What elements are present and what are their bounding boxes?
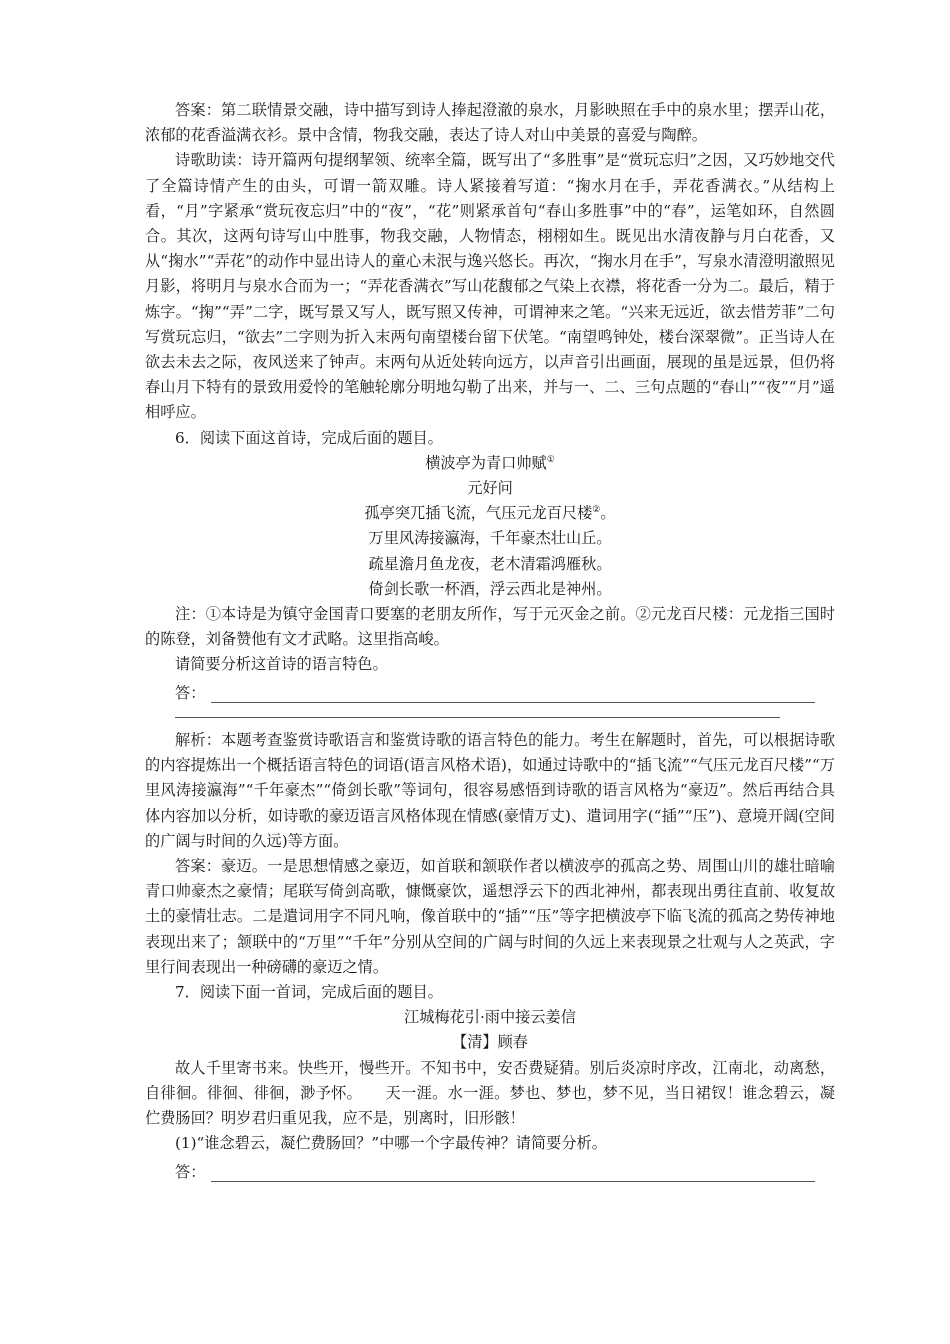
answer-underline [211, 1164, 815, 1182]
q7-author: 【清】顾春 [452, 1033, 528, 1052]
q6-answer: 答案：豪迈。一是思想情感之豪迈，如首联和颔联作者以横波亭的孤高之势、周围山川的雄壮暗喻青口帅豪杰之豪情；尾联写倚剑高歌，慷慨豪饮，遥想浮云下的西北神州，都表现出勇往直前、收复故土的豪情壮志。二是遣词用字不同凡响，像首联中的“插”“压”等字把横波亭下临飞流的孤高之势传神地表现出来了；颔联中的“万里”“千年”分别从空间的广阔与时间的久远上来表现景之壮观与人之英武，字里行间表现出一种磅礴的豪迈之情。 [145, 857, 835, 976]
q5-analysis: 诗歌助读：诗开篇两句提纲挈领、统率全篇，既写出了“多胜事”是“赏玩忘归”之因，又巧妙地交代了全篇诗情产生的由头，可谓一箭双雕。诗人紧接着写道：“掬水月在手，弄花香满衣。”从结构上看，“月”字紧承“赏玩夜忘归”中的“夜”，“花”则紧承首句“春山多胜事”中的“春”，运笔如环，自然圆合。其次，这两句诗写山中胜事，物我交融，人物情态，栩栩如生。既见出水清夜静与月白花香，又从“掬水”“弄花”的动作中显出诗人的童心未泯与逸兴悠长。再次，“掬水月在手”，写泉水清澄明澈照见月影，将明月与泉水合而为一；“弄花香满衣”写山花馥郁之气染上衣襟，将花香一分为二。最后，精于炼字。“掬”“弄”二字，既写景又写人，既写照又传神，可谓神来之笔。“兴来无远近，欲去惜芳菲”二句写赏玩忘归，“欲去”二字则为折入末两句南望楼台留下伏笔。“南望鸣钟处，楼台深翠微”。正当诗人在欲去未去之际，夜风送来了钟声。末两句从近处转向远方，以声音引出画面，展现的虽是远景，但仍将春山月下特有的景致用爱怜的笔触轮廓分明地勾勒了出来，并与一、二、三句点题的“春山”“夜”“月”遥相呼应。 [145, 151, 835, 422]
q7-ci-text: 故人千里寄书来。快些开，慢些开。不知书中，安否费疑猜。别后炎凉时序改，江南北，动离愁，自徘徊。徘徊、徘徊，渺予怀。 天一涯。水一涯。梦也、梦也，梦不见，当日裙钗！谁念碧云，凝伫费肠回？明岁君归重见我，应不是，别离时，旧形骸！ [145, 1058, 835, 1128]
q6-question: 6．阅读下面这首诗，完成后面的题目。 [175, 428, 443, 447]
q7-answer-field[interactable] [145, 1157, 835, 1182]
q5-answer: 答案：第二联情景交融，诗中描写到诗人捧起澄澈的泉水，月影映照在手中的泉水里；摆弄山花，浓郁的花香溢满衣衫。景中含情，物我交融，表达了诗人对山中美景的喜爱与陶醉。 [145, 101, 835, 145]
q6-author: 元好问 [467, 479, 513, 498]
footnote-marker: ② [592, 505, 601, 516]
q6-poem-line: 疏星澹月鱼龙夜，老木清霜鸿雁秋。 [368, 554, 612, 573]
answer-underline [175, 717, 780, 718]
q6-poem-title: 横波亭为青口帅赋① [425, 453, 555, 472]
answer-label: 答： [175, 1162, 206, 1181]
q7-poem-title: 江城梅花引·雨中接云姜信 [404, 1008, 576, 1027]
q6-prompt: 请简要分析这首诗的语言特色。 [175, 655, 388, 674]
q6-poem-line: 万里风涛接瀛海，千年豪杰壮山丘。 [368, 529, 612, 548]
q6-poem-line: 孤亭突兀插飞流，气压元龙百尺楼②。 [364, 504, 616, 523]
q6-answer-field[interactable] [145, 678, 835, 703]
q6-answer-field-line2[interactable] [145, 703, 835, 728]
answer-underline [211, 685, 815, 703]
answer-label: 答： [175, 683, 206, 702]
document-page [145, 98, 835, 1182]
q6-analysis: 解析：本题考查鉴赏诗歌语言和鉴赏诗歌的语言特色的能力。考生在解题时，首先，可以根据诗歌的内容提炼出一个概括语言特色的词语(语言风格术语)，如通过诗歌中的“插飞流”“气压元龙百尺楼”“万里风涛接瀛海”“千年豪杰”“倚剑长歌”等词句，很容易感悟到诗歌的语言风格为“豪迈”。然后再结合具体内容加以分析，如诗歌的豪迈语言风格体现在情感(豪情万丈)、遣词用字(“插”“压”)、意境开阔(空间的广阔与时间的久远)等方面。 [145, 731, 835, 850]
q7-sub1: (1)“谁念碧云，凝伫费肠回？”中哪一个字最传神？请简要分析。 [175, 1134, 607, 1153]
q6-notes: 注：①本诗是为镇守金国青口要塞的老朋友所作，写于元灭金之前。②元龙百尺楼：元龙指三国时的陈登，刘备赞他有文才武略。这里指高峻。 [145, 605, 835, 649]
q6-poem-line: 倚剑长歌一杯酒，浮云西北是神州。 [368, 579, 612, 598]
footnote-marker: ① [546, 454, 555, 465]
q7-question: 7．阅读下面一首词，完成后面的题目。 [175, 983, 443, 1002]
